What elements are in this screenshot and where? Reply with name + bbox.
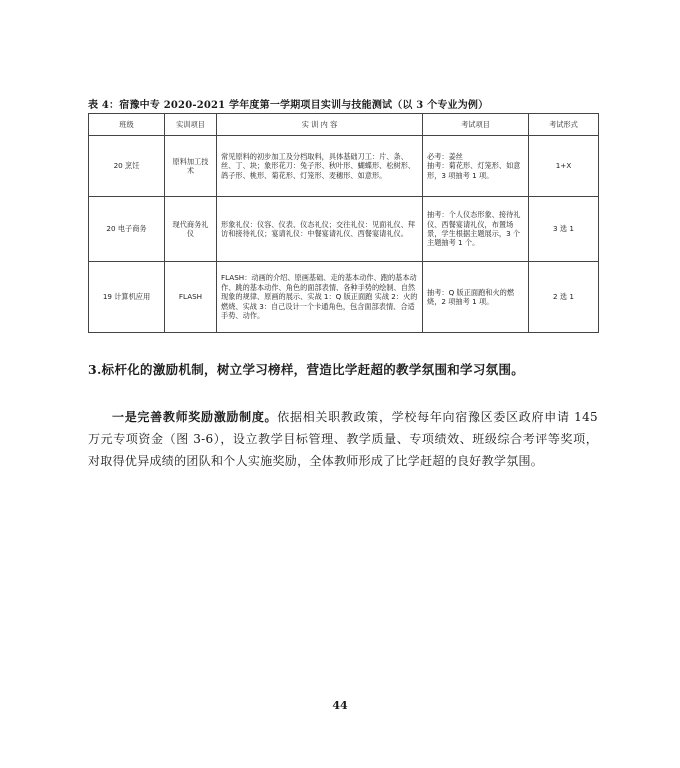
cell-content: FLASH：动画的介绍、原画基础、走的基本动作、跑的基本动作、跳的基本动作、角色的面部表情、各种手势的绘制、自然现象的规律、原画的展示、实战 1：Q 版正面跑 实战 2：火的燃烧、实战 3：自己设计一个卡通角色，包含面部表情、合适手势、动作。 — [217, 262, 423, 333]
table-row — [89, 136, 599, 197]
cell-format: 2 选 1 — [529, 262, 599, 333]
header-format: 考试形式 — [529, 114, 599, 136]
cell-content: 形象礼仪：仪容、仪表、仪态礼仪；交往礼仪：见面礼仪、拜访和接待礼仪；宴请礼仪：中餐宴请礼仪、西餐宴请礼仪。 — [217, 197, 423, 262]
header-content: 实 训 内 容 — [217, 114, 423, 136]
paragraph-lead: 一是完善教师奖励激励制度。 — [112, 410, 278, 424]
cell-project: FLASH — [165, 262, 217, 333]
section-heading: 3.标杆化的激励机制，树立学习榜样，营造比学赶超的教学氛围和学习氛围。 — [88, 362, 525, 377]
paragraph-body: 依据相关职教政策，学校每年向宿豫区委区政府申请 145 万元专项资金（图 3-6），设立教学目标管理、教学质量、专项绩效、班级综合考评等奖项，对取得优异成绩的团队和个人实施奖励，全体教师形成了比学赶超的良好教学氛围。 — [88, 410, 598, 468]
cell-exam: 抽考：个人仪态形象、接待礼仪、西餐宴请礼仪，布置场景，学生根据主题展示，3 个主题抽考 1 个。 — [423, 197, 529, 262]
cell-exam: 抽考：Q 版正面跑和火的燃烧，2 项抽考 1 项。 — [423, 262, 529, 333]
header-class: 班级 — [89, 114, 165, 136]
cell-class: 19 计算机应用 — [89, 262, 165, 333]
cell-exam: 必考：姜丝 抽考：菊花形、灯笼形、如意形，3 项抽考 1 项。 — [423, 136, 529, 197]
cell-project: 原料加工技术 — [165, 136, 217, 197]
body-paragraph — [88, 406, 598, 472]
cell-format: 1+X — [529, 136, 599, 197]
table-caption: 表 4：宿豫中专 2020-2021 学年度第一学期项目实训与技能测试（以 3 个专业为例） — [88, 100, 489, 111]
table-row — [89, 197, 599, 262]
training-table — [88, 113, 599, 333]
header-project: 实训项目 — [165, 114, 217, 136]
table-row — [89, 262, 599, 333]
cell-content: 常见原料的初步加工及分档取料，具体基础刀工：片、条、丝、丁、块；象形花刀：兔子形、秋叶形、蝴蝶形、松树形、鸽子形、桃形、菊花形、灯笼形、麦穗形、如意形。 — [217, 136, 423, 197]
cell-project: 现代商务礼仪 — [165, 197, 217, 262]
table-header-row — [89, 114, 599, 136]
cell-class: 20 电子商务 — [89, 197, 165, 262]
header-exam: 考试项目 — [423, 114, 529, 136]
page-number: 44 — [332, 699, 348, 712]
cell-class: 20 烹饪 — [89, 136, 165, 197]
cell-format: 3 选 1 — [529, 197, 599, 262]
